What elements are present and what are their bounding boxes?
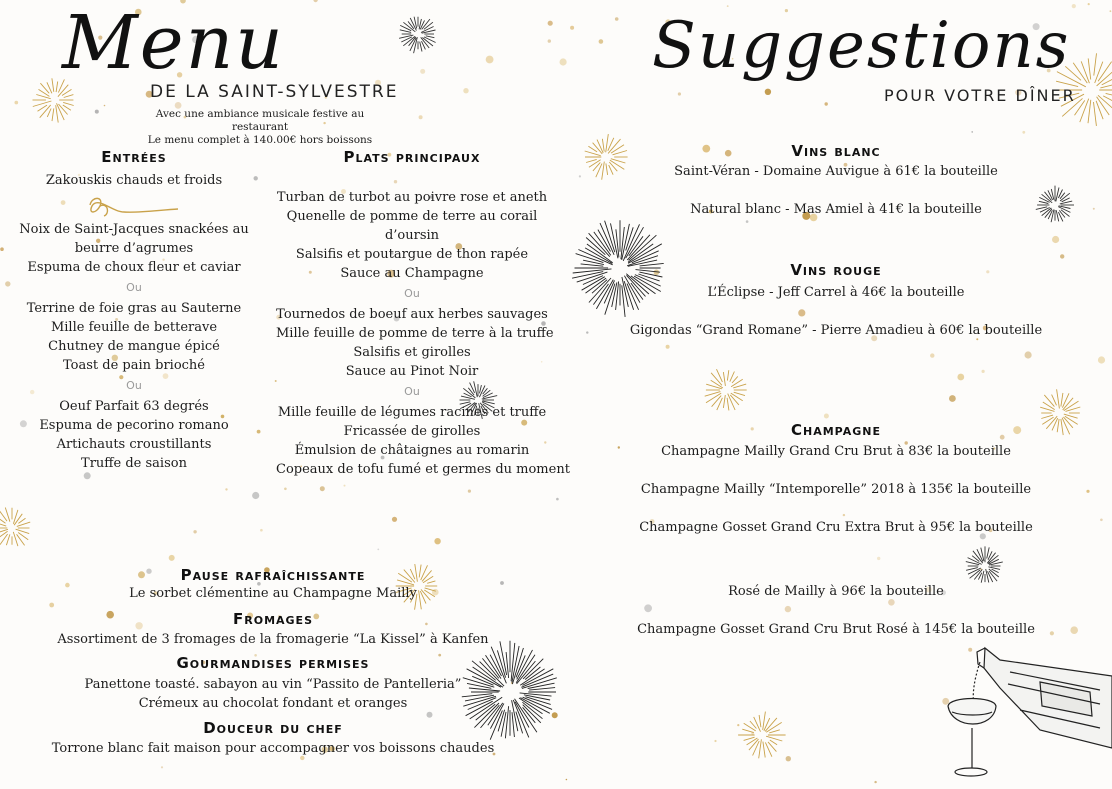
champagne-item: Champagne Mailly Grand Cru Brut à 83€ la bouteille [661,444,1011,459]
champagne-item: Champagne Gosset Grand Cru Brut Rosé à 145€ la bouteille [637,622,1035,637]
gourmandises-heading: Gourmandises permises [176,654,370,672]
plat-option-line: Copeaux de tofu fumé et germes du moment [276,462,570,477]
fromages-item: Assortiment de 3 fromages de la fromagerie “La Kissel” à Kanfen [57,632,489,647]
douceur-heading: Douceur du chef [203,719,343,737]
menu-info [140,108,380,147]
suggestions-title: Suggestions [652,9,1071,83]
wine-list [606,142,1066,639]
champagne-item: Champagne Gosset Grand Cru Extra Brut à 95€ la bouteille [639,520,1033,535]
plat-option-line: Mille feuille de pomme de terre à la truffe [276,326,554,341]
gourmandises-item: Panettone toasté. sabayon au vin “Passito de Pantelleria” [84,677,462,692]
plat-option-line: Mille feuille de légumes racines et truffe [277,405,547,420]
entree-option-line: Chutney de mangue épicé [48,339,220,354]
suggestions-page [556,0,1112,789]
plat-option-line: Quenelle de pomme de terre au corail d’oursin [286,209,538,243]
plat-option-line: Fricassée de girolles [343,424,481,439]
or-separator: Ou [126,281,142,294]
wine-item: Saint-Véran - Domaine Auvigue à 61€ la bouteille [674,164,998,179]
plat-option-line: Sauce au Champagne [340,266,484,281]
entree-option-line: Mille feuille de betterave [50,320,218,335]
plat-option-line: Émulsion de châtaignes au romarin [294,443,530,458]
ambiance-note: Avec une ambiance musicale festive au restaurant [155,108,365,133]
entree-option-line: Terrine de foie gras au Sauterne [26,301,242,316]
entree-first: Zakouskis chauds et froids [45,173,223,188]
plats-column [276,148,570,479]
entree-option-line: Espuma de choux fleur et caviar [27,260,241,275]
or-separator: Ou [404,385,420,398]
wine-item: Natural blanc - Mas Amiel à 41€ la bouteille [690,202,982,217]
menu-subtitle: DE LA SAINT-SYLVESTRE [150,82,399,102]
fromages-heading: Fromages [233,610,313,628]
vins-blanc-heading: Vins blanc [791,142,881,160]
plat-option-line: Sauce au Pinot Noir [345,364,479,379]
wine-item: Gigondas “Grand Romane” - Pierre Amadieu à 60€ la bouteille [629,323,1043,338]
champagne-item: Rosé de Mailly à 96€ la bouteille [728,584,944,599]
suggestions-subtitle: POUR VOTRE DÎNER [884,86,1076,105]
entree-option-line: Espuma de pecorino romano [39,418,229,433]
plats-heading: Plats principaux [343,148,481,166]
plat-option-line: Salsifis et poutargue de thon rapée [295,247,529,262]
entree-option-line: Artichauts croustillants [56,437,212,452]
douceur-item: Torrone blanc fait maison pour accompagner vos boissons chaudes [51,741,495,756]
entree-option-line: Oeuf Parfait 63 degrés [59,399,209,414]
or-separator: Ou [126,379,142,392]
entree-option-line: Toast de pain brioché [62,358,206,373]
menu-title: Menu [62,0,285,86]
entrees-heading: Entrées [101,148,167,166]
gourmandises-item: Crémeux au chocolat fondant et oranges [138,696,408,711]
pause-heading: Pause rafraîchissante [180,566,366,584]
entree-option-line: Noix de Saint-Jacques snackées au beurre d’agrumes [19,222,249,256]
entree-option-line: Truffe de saison [81,456,187,471]
plat-option-line: Salsifis et girolles [353,345,471,360]
or-separator: Ou [404,287,420,300]
plat-option-line: Tournedos de boeuf aux herbes sauvages [276,307,548,322]
wine-item: L’Éclipse - Jeff Carrel à 46€ la bouteille [707,285,965,300]
dessert-sections [0,566,546,758]
price-note: Le menu complet à 140.00€ hors boissons [147,134,373,146]
champagne-item: Champagne Mailly “Intemporelle” 2018 à 135€ la bouteille [640,482,1032,497]
pause-item: Le sorbet clémentine au Champagne Mailly [129,586,417,601]
vins-rouge-heading: Vins rouge [790,261,882,279]
entrees-column [5,148,263,473]
champagne-heading: Champagne [791,421,881,439]
plat-option-line: Turban de turbot au poivre rose et aneth [276,190,548,205]
